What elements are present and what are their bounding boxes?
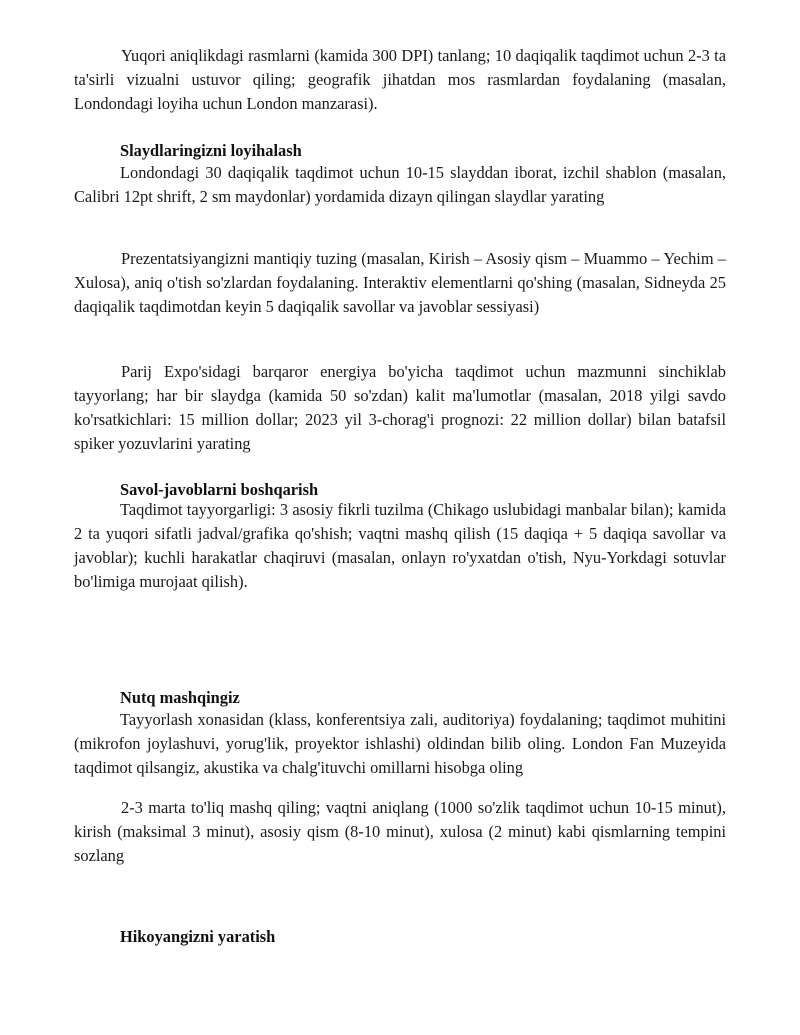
paragraph-presentation-readiness: Taqdimot tayyorgarligi: 3 asosiy fikrli tuzilma (Chikago uslubidagi manbalar bilan); kamida 2 ta yuqori sifatli jadval/grafika qo'shish; vaqtni mashq qilish (15 daqiqa + 5 daqiqa savollar va javoblar); kuchli harakatlar chaqiruvi (masalan, onlayn ro'yxatdan o'tish, Nyu-Yorkdagi sotuvlar bo'limiga murojaat qilish). [74, 500, 726, 591]
heading-speech-practice: Nutq mashqingiz [120, 688, 240, 707]
paragraph-presentation-structure: Prezentatsiyangizni mantiqiy tuzing (masalan, Kirish – Asosiy qism – Muammo – Yechim – Xulosa), aniq o'tish so'zlardan foydalaning. Interaktiv elementlarni qo'shing (masalan, Sidneyda 25 daqiqalik taqdimotdan keyin 5 daqiqalik savollar va javoblar sessiyasi) [74, 249, 726, 316]
paragraph-room-environment: Tayyorlash xonasidan (klass, konferentsiya zali, auditoriya) foydalaning; taqdimot muhitini (mikrofon joylashuvi, yorug'lik, proyektor ishlashi) oldindan bilib oling. London Fan Muzeyida taqdimot qilsangiz, akustika va chalg'ituvchi omillarni hisobga oling [74, 710, 726, 777]
heading-story-creation: Hikoyangizni yaratish [120, 927, 276, 946]
paragraph-content-preparation: Parij Expo'sidagi barqaror energiya bo'yicha taqdimot uchun mazmunni sinchiklab tayyorlang; har bir slaydga (kamida 50 so'zdan) kalit ma'lumotlar (masalan, 2018 yilgi savdo ko'rsatkichlari: 15 million dollar; 2023 yil 3-chorag'i prognozi: 22 million dollar) bilan batafsil spiker yozuvlarini yarating [74, 362, 726, 453]
paragraph-rehearsal-timing: 2-3 marta to'liq mashq qiling; vaqtni aniqlang (1000 so'zlik taqdimot uchun 10-15 minut), kirish (maksimal 3 minut), asosiy qism (8-10 minut), xulosa (2 minut) kabi qismlarning tempini sozlang [74, 798, 726, 865]
paragraph-slide-template: Londondagi 30 daqiqalik taqdimot uchun 10-15 slayddan iborat, izchil shablon (masalan, Calibri 12pt shrift, 2 sm maydonlar) yordamida dizayn qilingan slaydlar yarating [74, 163, 726, 206]
paragraph-images: Yuqori aniqlikdagi rasmlarni (kamida 300 DPI) tanlang; 10 daqiqalik taqdimot uchun 2-3 ta ta'sirli vizualni ustuvor qiling; geografik jihatdan mos rasmlardan foydalaning (masalan, Londondagi loyiha uchun London manzarasi). [74, 46, 726, 113]
heading-slide-design: Slaydlaringizni loyihalash [120, 141, 302, 160]
heading-qa-management: Savol-javoblarni boshqarish [120, 480, 319, 499]
